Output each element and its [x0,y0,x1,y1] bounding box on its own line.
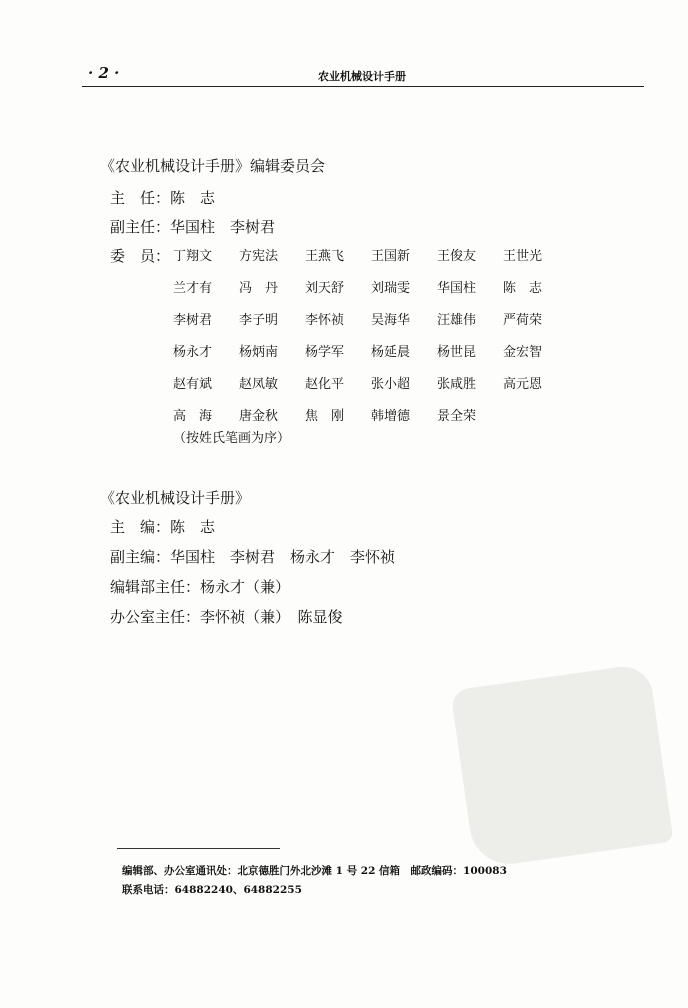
committee-deputy: 副主任：华国柱 李树君 [110,218,276,236]
page-number: · 2 · [88,64,120,82]
ordering-note: （按姓氏笔画为序） [173,431,291,446]
member-name: 李怀祯 [305,313,345,328]
member-name: 陈 志 [503,281,543,296]
member-name: 方宪法 [239,249,279,264]
member-name: 丁翔文 [173,249,213,264]
member-name: 杨世昆 [437,345,477,360]
member-name: 杨延晨 [371,345,411,360]
contact-address: 编辑部、办公室通讯处：北京德胜门外北沙滩 1 号 22 信箱 邮政编码：100083 [122,865,507,877]
member-name: 金宏智 [503,345,543,360]
member-name: 冯 丹 [239,281,279,296]
member-name: 张咸胜 [437,377,477,392]
member-name: 张小超 [371,377,411,392]
member-name: 华国柱 [437,281,477,296]
member-name: 杨学军 [305,345,345,360]
committee-director: 主 任：陈 志 [110,189,216,207]
member-name: 高元恩 [503,377,543,392]
member-name: 刘瑞雯 [371,281,411,296]
running-title: 农业机械设计手册 [318,70,406,83]
member-name: 王燕飞 [305,249,345,264]
member-name: 王国新 [371,249,411,264]
member-name: 王世光 [503,249,543,264]
member-name: 汪雄伟 [437,313,477,328]
member-name: 杨永才 [173,345,213,360]
footnote-rule [117,848,280,849]
member-name: 李子明 [239,313,279,328]
member-list [173,245,569,437]
chief-editor: 主 编：陈 志 [110,518,216,536]
contact-phone: 联系电话：64882240、64882255 [122,884,302,896]
member-name: 赵凤敏 [239,377,279,392]
member-name: 赵有斌 [173,377,213,392]
member-name: 景全荣 [437,409,477,424]
header-rule [82,86,644,87]
members-label: 委 员： [110,247,171,265]
member-name: 吴海华 [371,313,411,328]
member-name: 赵化平 [305,377,345,392]
member-name: 杨炳南 [239,345,279,360]
member-name: 高 海 [173,409,213,424]
member-name: 焦 刚 [305,409,345,424]
member-name: 李树君 [173,313,213,328]
member-name: 兰才有 [173,281,213,296]
member-name: 刘天舒 [305,281,345,296]
watermark-stamp [450,663,673,869]
member-name: 王俊友 [437,249,477,264]
handbook-title: 《农业机械设计手册》 [100,489,251,507]
editorial-dept-head: 编辑部主任：杨永才（兼） [110,578,291,596]
member-name: 韩增德 [371,409,411,424]
committee-title: 《农业机械设计手册》编辑委员会 [100,157,326,175]
office-head: 办公室主任：李怀祯（兼） 陈显俊 [110,608,343,626]
deputy-editors: 副主编：华国柱 李树君 杨永才 李怀祯 [110,548,396,566]
member-name: 唐金秋 [239,409,279,424]
member-name: 严荷荣 [503,313,543,328]
